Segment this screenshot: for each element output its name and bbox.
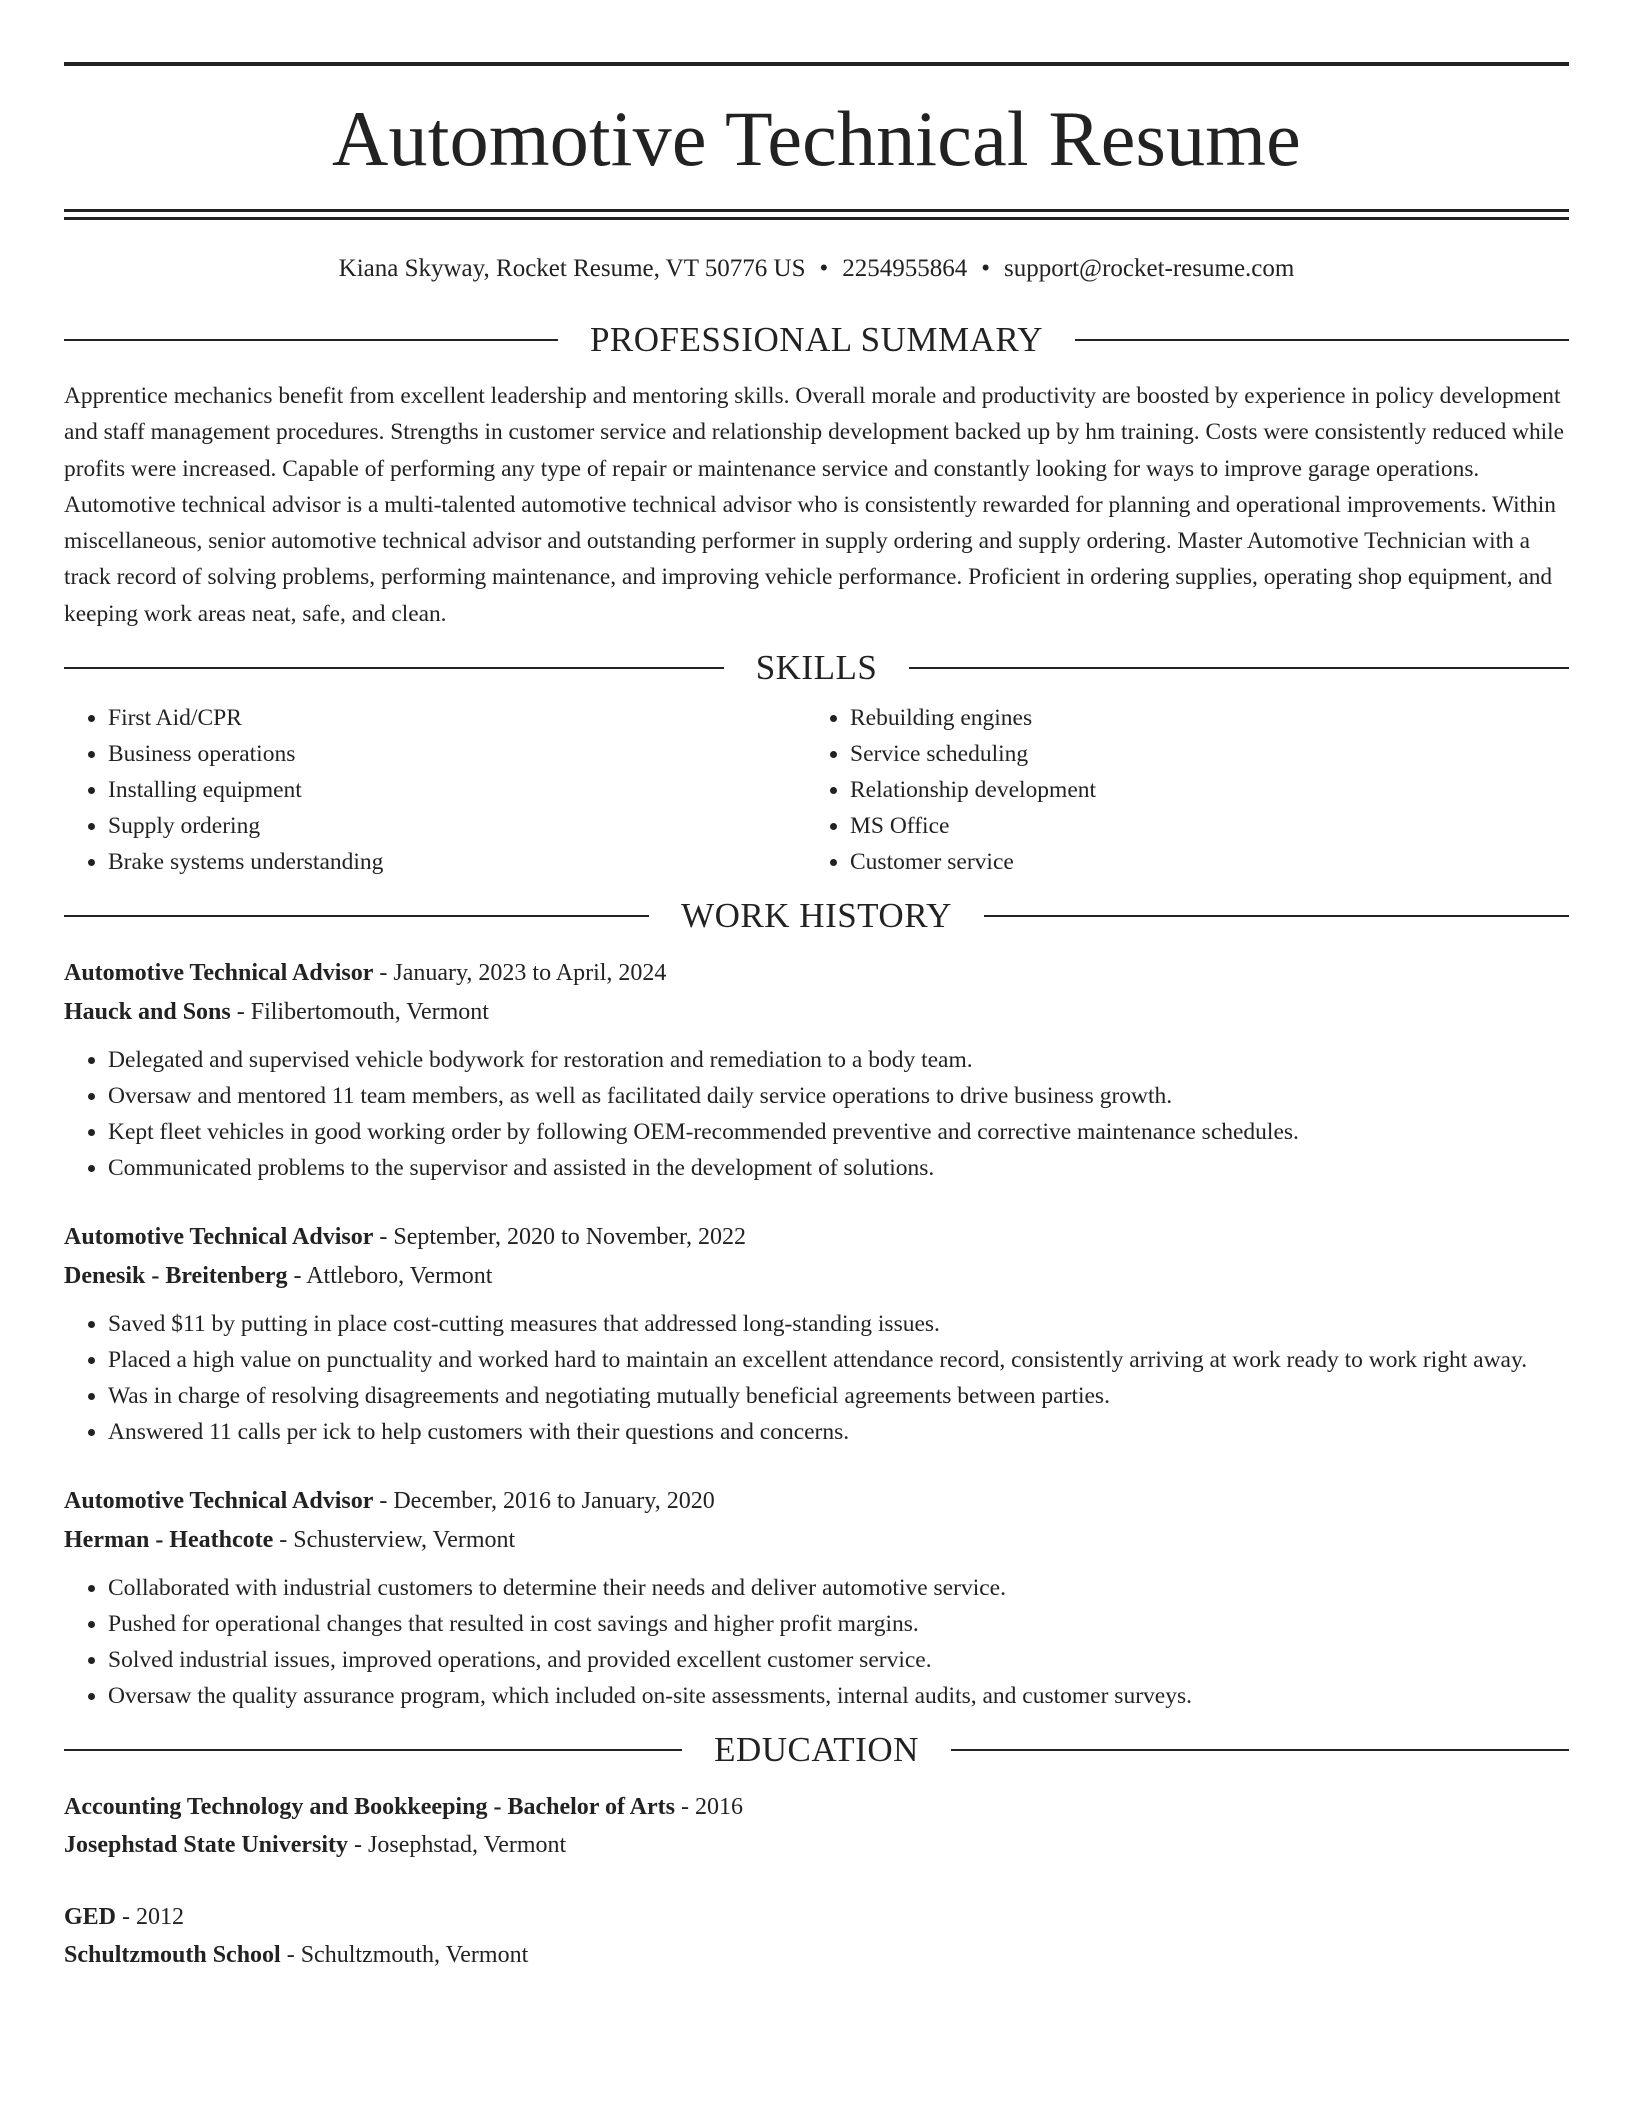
skills-list (64, 700, 1569, 880)
skill-item: • Brake systems understanding (108, 844, 806, 880)
skill-item: • Customer service (850, 844, 1548, 880)
education-degree: GED (64, 1904, 117, 1931)
heading-rule (64, 1749, 682, 1751)
skill-item: • Business operations (108, 736, 806, 772)
education-degree-line (64, 1788, 1569, 1826)
summary-paragraph: Apprentice mechanics benefit from excellent leadership and mentoring skills. Overall morale and productivity are boosted by experience in policy development and staff management procedures. Strengths in customer service and relationship development backed up by hm training. Costs were consistently reduced while profits were increased. Capable of performing any type of repair or maintenance service and constantly looking for ways to improve garage operations. Automotive technical advisor is a multi-talented automotive technical advisor who is consistently rewarded for planning and operational improvements. Within miscellaneous, senior automotive technical advisor and outstanding performer in supply ordering and supply ordering. Master Automotive Technician with a track record of solving problems, performing maintenance, and improving vehicle performance. Proficient in ordering supplies, operating shop equipment, and keeping work areas neat, safe, and clean. (64, 383, 1565, 627)
job-title-line (64, 1218, 1569, 1257)
skills-column-left (64, 700, 806, 880)
section-heading-summary (64, 318, 1569, 362)
title-double-rule (64, 209, 1569, 220)
skill-item: • Rebuilding engines (850, 700, 1548, 736)
skill-item: • MS Office (850, 808, 1548, 844)
heading-rule (64, 667, 724, 669)
education-entry (64, 1898, 1569, 1974)
contact-phone: 2254955864 (842, 255, 968, 282)
contact-separator: • (819, 255, 829, 282)
heading-rule (64, 339, 558, 341)
job-title: Automotive Technical Advisor (64, 1488, 374, 1515)
job-bullets (64, 1306, 1569, 1450)
job-company: Hauck and Sons (64, 999, 231, 1026)
education-entry (64, 1788, 1569, 1864)
education-school-line (64, 1936, 1569, 1974)
job-bullet: • Placed a high value on punctuality and worked hard to maintain an excellent attendance record, consistently arriving at work ready to work right away. (108, 1342, 1569, 1378)
job-bullet: • Answered 11 calls per ick to help customers with their questions and concerns. (108, 1414, 1569, 1450)
section-heading-label: SKILLS (755, 648, 878, 688)
contact-address: Kiana Skyway, Rocket Resume, VT 50776 US (338, 255, 806, 282)
education-location: - Josephstad, Vermont (348, 1832, 567, 1859)
job-dates: - September, 2020 to November, 2022 (373, 1224, 747, 1251)
heading-rule (909, 667, 1569, 669)
job-bullets (64, 1570, 1569, 1714)
job-bullet: • Collaborated with industrial customers to determine their needs and deliver automotive service. (108, 1570, 1569, 1606)
job-bullet: • Saved $11 by putting in place cost-cutting measures that addressed long-standing issues. (108, 1306, 1569, 1342)
job-dates: - December, 2016 to January, 2020 (373, 1488, 715, 1515)
job-bullet: • Kept fleet vehicles in good working order by following OEM-recommended preventive and corrective maintenance schedules. (108, 1114, 1569, 1150)
heading-rule (64, 915, 649, 917)
education-location: - Schultzmouth, Vermont (280, 1942, 529, 1969)
education-year: - 2012 (116, 1904, 185, 1931)
education-degree: Accounting Technology and Bookkeeping - Bachelor of Arts (64, 1794, 675, 1821)
contact-separator: • (981, 255, 991, 282)
skill-item: • First Aid/CPR (108, 700, 806, 736)
job-entry (64, 1218, 1569, 1450)
education-degree-line (64, 1898, 1569, 1936)
job-bullet: • Solved industrial issues, improved operations, and provided excellent customer service. (108, 1642, 1569, 1678)
skill-item: • Installing equipment (108, 772, 806, 808)
job-location: - Schusterview, Vermont (273, 1527, 516, 1554)
job-title-line (64, 954, 1569, 993)
job-bullet: • Oversaw and mentored 11 team members, as well as facilitated daily service operations to drive business growth. (108, 1078, 1569, 1114)
section-heading-work (64, 894, 1569, 938)
job-company: Herman - Heathcote (64, 1527, 274, 1554)
top-rule (64, 62, 1569, 66)
section-heading-skills (64, 646, 1569, 690)
job-title: Automotive Technical Advisor (64, 1224, 374, 1251)
job-title: Automotive Technical Advisor (64, 960, 374, 987)
skill-item: • Relationship development (850, 772, 1548, 808)
job-entry (64, 1482, 1569, 1714)
job-company: Denesik - Breitenberg (64, 1263, 288, 1290)
job-bullet: • Communicated problems to the supervisor and assisted in the development of solutions. (108, 1150, 1569, 1186)
section-heading-label: EDUCATION (714, 1730, 919, 1770)
job-title-line (64, 1482, 1569, 1521)
job-bullet: • Delegated and supervised vehicle bodywork for restoration and remediation to a body team. (108, 1042, 1569, 1078)
education-school-line (64, 1826, 1569, 1864)
job-entry (64, 954, 1569, 1186)
job-location: - Filibertomouth, Vermont (230, 999, 489, 1026)
section-heading-label: PROFESSIONAL SUMMARY (589, 320, 1044, 359)
job-bullet: • Oversaw the quality assurance program, which included on-site assessments, internal audits, and customer surveys. (108, 1678, 1569, 1714)
contact-email: support@rocket-resume.com (1004, 255, 1295, 282)
skill-item: • Supply ordering (108, 808, 806, 844)
section-heading-education (64, 1728, 1569, 1772)
job-dates: - January, 2023 to April, 2024 (373, 960, 667, 987)
contact-line (64, 254, 1569, 284)
education-year: - 2016 (674, 1794, 743, 1821)
skill-item: • Service scheduling (850, 736, 1548, 772)
skills-column-right (806, 700, 1548, 880)
heading-rule (951, 1749, 1569, 1751)
education-school: Schultzmouth School (64, 1942, 281, 1969)
heading-rule (1075, 339, 1569, 341)
page-title: Automotive Technical Resume (332, 95, 1301, 182)
job-company-line (64, 1521, 1569, 1560)
job-company-line (64, 993, 1569, 1032)
job-bullets (64, 1042, 1569, 1186)
job-bullet: • Pushed for operational changes that resulted in cost savings and higher profit margins. (108, 1606, 1569, 1642)
job-location: - Attleboro, Vermont (287, 1263, 493, 1290)
heading-rule (984, 915, 1569, 917)
job-bullet: • Was in charge of resolving disagreements and negotiating mutually beneficial agreements between parties. (108, 1378, 1569, 1414)
resume-page (64, 0, 1569, 1974)
education-school: Josephstad State University (64, 1832, 349, 1859)
job-company-line (64, 1257, 1569, 1296)
section-heading-label: WORK HISTORY (681, 896, 952, 936)
